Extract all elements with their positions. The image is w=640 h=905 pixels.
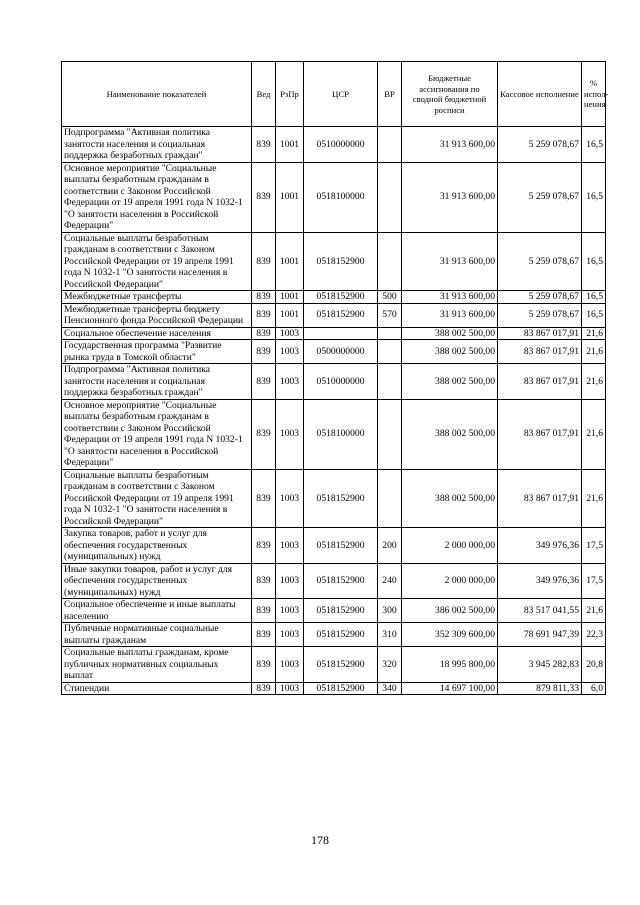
cell-ved: 839	[252, 327, 276, 340]
cell-vr	[378, 127, 402, 163]
cell-vr: 310	[378, 623, 402, 647]
table-row	[62, 599, 606, 623]
cell-allocations: 18 995 800,00	[402, 647, 498, 683]
table-row	[62, 647, 606, 683]
cell-ved: 839	[252, 647, 276, 683]
cell-name: Закупка товаров, работ и услуг для обеспечения государственных (муниципальных) нужд	[62, 528, 252, 564]
cell-cash: 83 867 017,91	[498, 327, 582, 340]
cell-ved: 839	[252, 340, 276, 364]
cell-allocations: 388 002 500,00	[402, 469, 498, 528]
cell-name: Межбюджетные трансферты	[62, 291, 252, 304]
table-row	[62, 303, 606, 327]
cell-pct: 21,6	[582, 340, 606, 364]
cell-name: Основное мероприятие "Социальные выплаты безработным гражданам в соответствии с Законом Российской Федерации от 19 апреля 1991 года N 1032-1 "О занятости населения в Российской Федерации"	[62, 399, 252, 469]
cell-allocations: 388 002 500,00	[402, 399, 498, 469]
cell-name: Социальное обеспечение населения	[62, 327, 252, 340]
cell-csr: 0518152900	[304, 623, 378, 647]
cell-csr: 0510000000	[304, 127, 378, 163]
page-number: 178	[311, 833, 329, 847]
cell-pct: 20,8	[582, 647, 606, 683]
cell-cash: 5 259 078,67	[498, 291, 582, 304]
table-row	[62, 563, 606, 599]
cell-pct: 21,6	[582, 364, 606, 400]
cell-csr: 0500000000	[304, 340, 378, 364]
cell-ved: 839	[252, 623, 276, 647]
cell-csr: 0518100000	[304, 399, 378, 469]
cell-allocations: 31 913 600,00	[402, 291, 498, 304]
cell-cash: 83 867 017,91	[498, 340, 582, 364]
cell-cash: 879 811,33	[498, 682, 582, 695]
cell-cash: 5 259 078,67	[498, 303, 582, 327]
table-row	[62, 623, 606, 647]
cell-pct: 17,5	[582, 563, 606, 599]
cell-vr: 320	[378, 647, 402, 683]
cell-vr: 570	[378, 303, 402, 327]
table-row	[62, 528, 606, 564]
cell-allocations: 14 697 100,00	[402, 682, 498, 695]
cell-rzpr: 1001	[276, 232, 304, 291]
cell-ved: 839	[252, 291, 276, 304]
cell-pct: 22,3	[582, 623, 606, 647]
cell-ved: 839	[252, 162, 276, 232]
cell-csr: 0518152900	[304, 563, 378, 599]
cell-name: Социальные выплаты безработным гражданам в соответствии с Законом Российской Федерации от 19 апреля 1991 года N 1032-1 "О занятости населения в Российской Федерации"	[62, 232, 252, 291]
cell-allocations: 388 002 500,00	[402, 340, 498, 364]
cell-ved: 839	[252, 682, 276, 695]
cell-vr: 340	[378, 682, 402, 695]
table-row	[62, 162, 606, 232]
cell-allocations: 388 002 500,00	[402, 364, 498, 400]
cell-csr: 0518152900	[304, 528, 378, 564]
cell-allocations: 31 913 600,00	[402, 127, 498, 163]
table-row	[62, 232, 606, 291]
cell-allocations: 352 309 600,00	[402, 623, 498, 647]
cell-allocations: 31 913 600,00	[402, 303, 498, 327]
cell-cash: 83 867 017,91	[498, 399, 582, 469]
cell-rzpr: 1003	[276, 647, 304, 683]
cell-vr: 500	[378, 291, 402, 304]
cell-rzpr: 1001	[276, 162, 304, 232]
cell-pct: 21,6	[582, 599, 606, 623]
cell-rzpr: 1001	[276, 291, 304, 304]
header-cash: Кассовое исполнение	[498, 62, 582, 127]
cell-allocations: 2 000 000,00	[402, 563, 498, 599]
table-row	[62, 364, 606, 400]
cell-vr	[378, 340, 402, 364]
cell-pct: 21,6	[582, 399, 606, 469]
cell-rzpr: 1001	[276, 127, 304, 163]
cell-name: Основное мероприятие "Социальные выплаты безработным гражданам в соответствии с Законом Российской Федерации от 19 апреля 1991 года N 1032-1 "О занятости населения в Российской Федерации"	[62, 162, 252, 232]
cell-pct: 6,0	[582, 682, 606, 695]
cell-pct: 21,6	[582, 469, 606, 528]
cell-csr: 0518152900	[304, 599, 378, 623]
cell-ved: 839	[252, 303, 276, 327]
header-ved: Вед	[252, 62, 276, 127]
cell-cash: 5 259 078,67	[498, 232, 582, 291]
cell-rzpr: 1003	[276, 528, 304, 564]
cell-name: Социальные выплаты гражданам, кроме публичных нормативных социальных выплат	[62, 647, 252, 683]
cell-csr: 0518152900	[304, 682, 378, 695]
cell-pct: 17,5	[582, 528, 606, 564]
cell-vr	[378, 364, 402, 400]
budget-table	[61, 61, 609, 695]
cell-cash: 78 691 947,39	[498, 623, 582, 647]
table-row	[62, 327, 606, 340]
cell-csr: 0518152900	[304, 291, 378, 304]
cell-name: Социальные выплаты безработным гражданам в соответствии с Законом Российской Федерации от 19 апреля 1991 года N 1032-1 "О занятости населения в Российской Федерации"	[62, 469, 252, 528]
cell-cash: 83 517 041,55	[498, 599, 582, 623]
cell-ved: 839	[252, 232, 276, 291]
cell-csr: 0518100000	[304, 162, 378, 232]
cell-ved: 839	[252, 469, 276, 528]
cell-csr	[304, 327, 378, 340]
cell-name: Подпрограмма "Активная политика занятости населения и социальная поддержка безработных граждан"	[62, 364, 252, 400]
cell-rzpr: 1003	[276, 563, 304, 599]
header-allocations: Бюджетные ассигнования по сводной бюджетной росписи	[402, 62, 498, 127]
cell-cash: 5 259 078,67	[498, 127, 582, 163]
header-csr: ЦСР	[304, 62, 378, 127]
cell-rzpr: 1003	[276, 364, 304, 400]
cell-pct: 16,5	[582, 291, 606, 304]
cell-name: Межбюджетные трансферты бюджету Пенсионного фонда Российской Федерации	[62, 303, 252, 327]
cell-cash: 349 976,36	[498, 528, 582, 564]
table-row	[62, 682, 606, 695]
cell-rzpr: 1003	[276, 327, 304, 340]
cell-rzpr: 1003	[276, 599, 304, 623]
cell-csr: 0518152900	[304, 303, 378, 327]
cell-allocations: 388 002 500,00	[402, 327, 498, 340]
cell-pct: 16,5	[582, 303, 606, 327]
cell-vr	[378, 327, 402, 340]
cell-vr: 300	[378, 599, 402, 623]
cell-allocations: 386 002 500,00	[402, 599, 498, 623]
cell-csr: 0518152900	[304, 232, 378, 291]
cell-vr: 240	[378, 563, 402, 599]
cell-pct: 21,6	[582, 327, 606, 340]
cell-name: Иные закупки товаров, работ и услуг для обеспечения государственных (муниципальных) нужд	[62, 563, 252, 599]
cell-rzpr: 1003	[276, 623, 304, 647]
table-row	[62, 127, 606, 163]
cell-ved: 839	[252, 364, 276, 400]
cell-vr	[378, 469, 402, 528]
cell-ved: 839	[252, 127, 276, 163]
table-header-row	[62, 62, 606, 127]
cell-name: Стипендии	[62, 682, 252, 695]
cell-csr: 0510000000	[304, 364, 378, 400]
cell-ved: 839	[252, 399, 276, 469]
cell-name: Публичные нормативные социальные выплаты гражданам	[62, 623, 252, 647]
cell-rzpr: 1003	[276, 469, 304, 528]
cell-rzpr: 1003	[276, 682, 304, 695]
table-row	[62, 469, 606, 528]
cell-pct: 16,5	[582, 232, 606, 291]
cell-cash: 349 976,36	[498, 563, 582, 599]
table-row	[62, 340, 606, 364]
table-row	[62, 399, 606, 469]
table-body	[62, 127, 606, 695]
table-row	[62, 291, 606, 304]
cell-allocations: 31 913 600,00	[402, 232, 498, 291]
cell-vr: 200	[378, 528, 402, 564]
cell-csr: 0518152900	[304, 647, 378, 683]
cell-rzpr: 1001	[276, 303, 304, 327]
cell-rzpr: 1003	[276, 399, 304, 469]
cell-csr: 0518152900	[304, 469, 378, 528]
cell-cash: 3 945 282,83	[498, 647, 582, 683]
cell-pct: 16,5	[582, 127, 606, 163]
header-vr: ВР	[378, 62, 402, 127]
cell-cash: 83 867 017,91	[498, 469, 582, 528]
cell-allocations: 2 000 000,00	[402, 528, 498, 564]
header-pct: % испол-нения	[582, 62, 606, 127]
cell-cash: 5 259 078,67	[498, 162, 582, 232]
cell-vr	[378, 232, 402, 291]
header-name: Наименование показателей	[62, 62, 252, 127]
cell-name: Подпрограмма "Активная политика занятости населения и социальная поддержка безработных граждан"	[62, 127, 252, 163]
header-rzpr: РзПр	[276, 62, 304, 127]
cell-cash: 83 867 017,91	[498, 364, 582, 400]
cell-allocations: 31 913 600,00	[402, 162, 498, 232]
cell-pct: 16,5	[582, 162, 606, 232]
cell-ved: 839	[252, 563, 276, 599]
cell-ved: 839	[252, 528, 276, 564]
cell-vr	[378, 162, 402, 232]
cell-ved: 839	[252, 599, 276, 623]
cell-rzpr: 1003	[276, 340, 304, 364]
cell-name: Государственная программа "Развитие рынка труда в Томской области"	[62, 340, 252, 364]
cell-vr	[378, 399, 402, 469]
cell-name: Социальное обеспечение и иные выплаты населению	[62, 599, 252, 623]
